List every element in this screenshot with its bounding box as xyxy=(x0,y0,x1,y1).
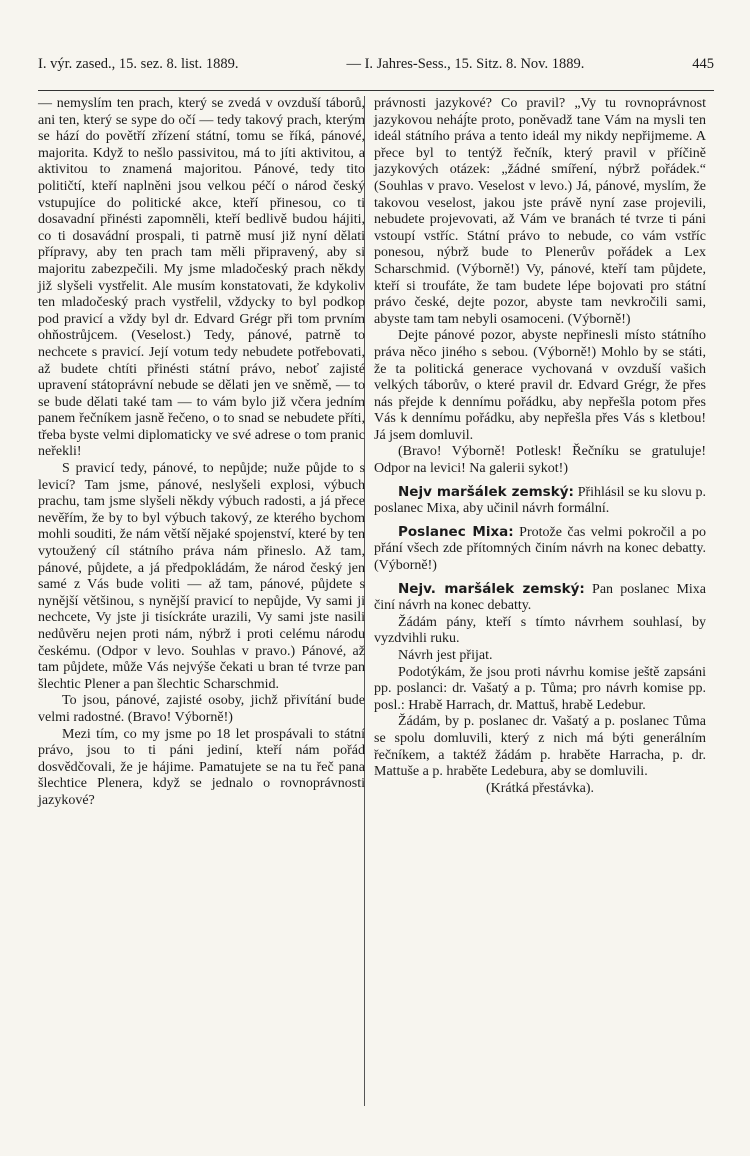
paragraph xyxy=(374,524,706,575)
left-column xyxy=(38,96,365,810)
paragraph xyxy=(38,461,365,693)
paragraph xyxy=(374,648,706,665)
paragraph-text: (Krátká přestávka). xyxy=(485,780,595,796)
header-rule xyxy=(38,90,714,91)
paragraph-text: — nemyslím ten prach, který se zvedá v ovzduší táborů, ani ten, který se sype do očí — tedy takový prach, kterým se hází do povětří zřízení státní, tomu se říká, pánové, majorita. Když to nešlo passivitou, má to jíti aktivitou, a aktivitou to znamená majoritou. Pánové, tedy tito političtí, kteří naplněni jsou velkou péčí o národ český vstupujíce do politické akce, kteří přinesou, co ti dosavadní přinésti zapomněli, kteří bedlivě budou hájiti, co ti dosavádní prospali, ti patrně musí již nyní dělati přípravy, aby ten prach tam měli připravený, aby si majoritu zabezpečili. My jsme mladočeský prach někdy již slyšeli vystřelit. Ale musím konstatovati, že kdykoliv ten mladočeský prach vystřelil, vždycky to byl podkop pod pravicí a vždy byl dr. Edvard Grégr při tom prvním ohňostrůjcem. (Veselost.) Tedy, pánové, patrně to nechcete s pravicí. Její votum tedy nebudete potřebovati, až budete chtíti přinésti státní právo, neboť zajisté upravení státoprávní nebude se dělati jen ve sněmě, — to se bude dělati také tam — to vám bylo již včera jedním panem řečníkem jasně řečeno, o to snad se nebudete příti, třeba byste velmi diplomaticky ve své adrese o tom pranic neřekli! xyxy=(38,96,365,460)
paragraph xyxy=(374,96,706,328)
paragraph-text: Dejte pánové pozor, abyste nepřinesli místo státního práva něco jiného s sebou. (Výborně!) Mohlo by se státi, že ta politická generace vychovaná v ovzduší vašich velkých táborův, o které pravil dr. Edvard Grégr, že přes nás přejde k dennímu pořádku, aby nepřešla potom přes Vás k dennímu pořádku, aby nepřešla přes Vás s kletbou! Já jsem domluvil. xyxy=(374,328,706,443)
paragraph-text: (Bravo! Výborně! Potlesk! Řečníku se gratuluje! Odpor na levici! Na galerii sykot!) xyxy=(374,444,706,477)
page-header xyxy=(38,56,714,73)
paragraph xyxy=(374,781,706,798)
header-left: I. výr. zased., 15. sez. 8. list. 1889. xyxy=(38,56,239,72)
page-number: 445 xyxy=(692,56,714,72)
paragraph xyxy=(38,96,365,461)
paragraph xyxy=(374,665,706,715)
paragraph-text: Žádám pány, kteří s tímto návrhem souhlasí, by vyzdvihli ruku. xyxy=(374,614,706,647)
paragraph xyxy=(374,328,706,444)
paragraph xyxy=(38,693,365,726)
paragraph-text: To jsou, pánové, zajisté osoby, jichž přivítání bude velmi radostné. (Bravo! Výborně!) xyxy=(38,693,365,725)
speaker-name: Poslanec Mixa: xyxy=(398,523,514,540)
paragraph xyxy=(374,484,706,518)
paragraph xyxy=(374,615,706,648)
paragraph xyxy=(38,727,365,810)
paragraph xyxy=(374,714,706,780)
paragraph-text: Návrh jest přijat. xyxy=(398,648,493,663)
paragraph-text: Žádám, by p. poslanec dr. Vašatý a p. poslanec Tůma se spolu domluvili, který z nich má býti generálním řečníkem, a taktéž žádám p. hraběte Harracha, p. dr. Mattuše a p. hraběte Ledebura, aby se domluvili. xyxy=(374,714,706,780)
paragraph-text: právnosti jazykové? Co pravil? „Vy tu rovnoprávnost jazykovou neháj́te proto, poněvadž tane Vám na mysli ten ideál státního práva a tento ideál my nikdy nepřijmeme. A přece byl to tentýž řečník, který pravil v příčině jazykových otázek: „žádné smíření, nýbrž pořádek.“ (Souhlas v pravo. Veselost v levo.) Já, pánové, myslím, že takovou veselost, jakou jste právě nyní zase projevili, nebudete projevovati, až Vám ve branách té tvrze ti páni vstoupí vstříc. Státní právo to nebude, co vám vstříc ponesou, nýbrž bude to Plenerův pořádek a Lex Scharschmid. (Výborně!) Vy, pánové, kteří tam půjdete, kteří si troufáte, že tam budete lépe bojovati pro státní právo české, dejte pozor, abyste tam nevkročili sami, abyste tam tam nebyli osamoceni. (Výborně!) xyxy=(374,96,706,327)
paragraph xyxy=(374,581,706,615)
speaker-name: Nejv. maršálek zemský: xyxy=(398,580,585,597)
paragraph-text: Přihlásil se ku slovu p. poslanec Mixa, aby učinil návrh formální. xyxy=(374,484,706,517)
paragraph-text: Podotýkám, že jsou proti návrhu komise ještě zapsáni pp. poslanci: dr. Vašatý a p. Tůma; pro návrh komise pp. posl.: Hrabě Harrach, dr. Mattuš, hrabě Ledebur. xyxy=(374,664,706,713)
paragraph xyxy=(374,444,706,477)
paragraph-text: Pan poslanec Mixa činí návrh na konec debatty. xyxy=(374,581,707,614)
header-center: — I. Jahres-Sess., 15. Sitz. 8. Nov. 1889. xyxy=(346,56,585,72)
speaker-name: Nejv maršálek zemský: xyxy=(398,483,574,500)
paragraph-text: Mezi tím, co my jsme po 18 let prospávali to státní právo, jsou to ti páni jediní, kteří nám pořád dosvědčovali, že je hájime. Pamatujete se na tu řeč pana šlechtice Plenera, když se jednalo o rovnoprávnosti jazykové? xyxy=(38,726,365,808)
right-column xyxy=(374,96,706,797)
paragraph-text: Protože čas velmi pokročil a po přání všech zde přítomných činím návrh na konec debatty. (Výborně!) xyxy=(374,524,706,574)
paragraph-text: S pravicí tedy, pánové, to nepůjde; nuže půjde to s levicí? Tam jsme, pánové, neslyšeli explosi, výbuch prachu, tam jsme slyšeli někdy výbuch radosti, a já přece nevěřím, že by to byl výbuch takový, ze kterého bychom mohli souditi, že nám větší nějaké spojenství, které by ten vytoužený cíl státního práva nám přineslo. Až tam, pánové, půjdete, a já předpokládám, že národ český jen samé z Vás bude voliti — až tam, pánové, půjdete s nynější většinou, s nynější pravicí to nepůjde, Vy sami ji nechcete, Vy jste ji tisíckráte urazili, Vy sami jste nasili nedůvěru nejen proti nám, nýbrž i proti celému národu českému. (Odpor v levo. Souhlas v pravo.) Pánové, až tam půjdete, může Vás nejvýše čekati u bran té tvrze pan šlechtic Plener a pan šlechtic Scharschmid. xyxy=(38,461,365,692)
